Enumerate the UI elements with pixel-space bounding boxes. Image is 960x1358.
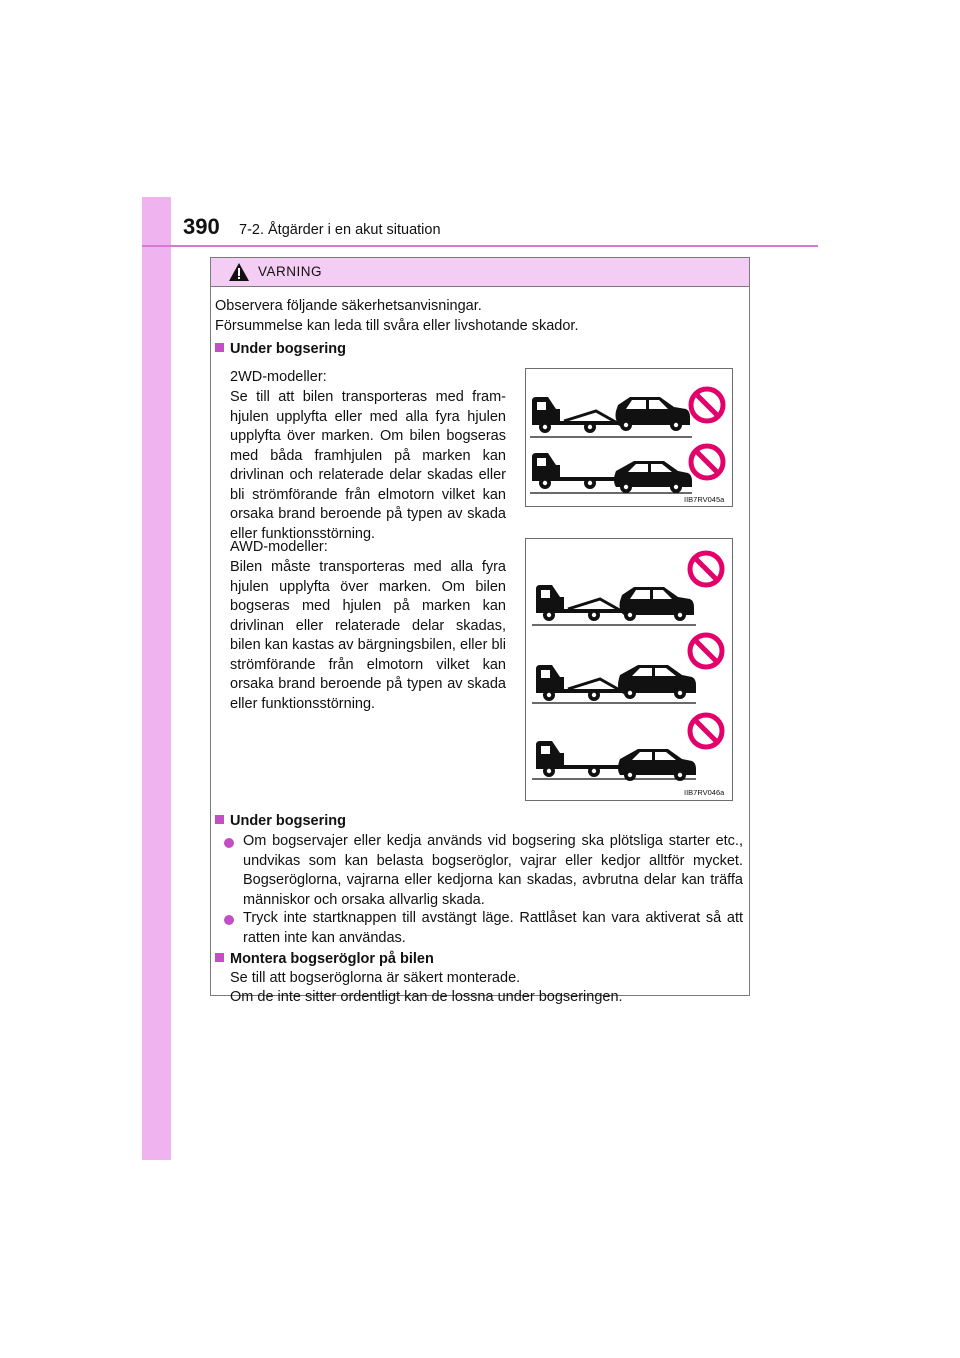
prohibition-icon	[691, 446, 723, 478]
mount-line-2: Om de inte sitter ordentligt kan de lossna under bogseringen.	[230, 989, 623, 1005]
prohibition-icon	[690, 715, 722, 747]
towing-illustration-2wd	[526, 369, 732, 506]
car-icon	[618, 665, 696, 699]
figure-code: IIB7RV045a	[684, 495, 725, 504]
intro-line-1: Observera följande säkerhetsanvisningar.	[215, 298, 482, 314]
figure-2wd	[525, 368, 733, 507]
square-bullet-icon	[215, 953, 224, 962]
warning-header	[211, 258, 749, 287]
square-bullet-icon	[215, 815, 224, 824]
section-heading-mount-eyelets: Montera bogseröglor på bilen	[215, 950, 434, 969]
text-2wd: Se till att bilen transporteras med fram-hjulen upplyfta eller med alla fyra hjulen upplyfta över marken. Om bilen bogseras med båda framhjulen på marken kan drivlinan och relaterade delar skadas eller bli strömförande från elmotorn vilket kan orsaka brand beroende på typen av skada eller funktionsstörning.	[230, 389, 506, 542]
tow-truck-icon	[536, 665, 632, 701]
label-2wd: 2WD-modeller:	[230, 369, 327, 385]
figure-awd	[525, 538, 733, 801]
tow-truck-icon	[536, 585, 632, 621]
warning-title: VARNING	[258, 264, 323, 279]
bullet-tow-cable: Om bogservajer eller kedja används vid bogsering ska plötsliga starter etc., undvikas som kan belasta bogseröglor, vajrar eller kedjor alltför mycket. Bogseröglorna, vajrarna eller kedjorna kan skadas, avbrutna delar kan träffa människor och orsaka allvarlig skada.	[243, 833, 743, 908]
circle-bullet-icon	[224, 838, 234, 848]
square-bullet-icon	[215, 343, 224, 352]
car-icon	[620, 587, 695, 621]
towing-illustration-awd	[526, 539, 732, 800]
text-awd: Bilen måste transporteras med alla fyra hjulen upplyfta över marken. Om bilen bogseras med hjulen på marken kan drivlinan eller relaterade delar skadas, bilen kan kastas av bärgningsbilen, eller bli strömförande från elmotorn vilket kan orsaka brand beroende på typen av skada eller funktionsstörning.	[230, 559, 506, 712]
tow-truck-icon	[536, 741, 624, 777]
circle-bullet-icon	[224, 915, 234, 925]
car-icon	[614, 461, 692, 493]
prohibition-icon	[691, 389, 723, 421]
tow-truck-icon	[532, 453, 620, 489]
figure-code: IIB7RV046a	[684, 788, 725, 797]
car-icon	[618, 749, 696, 781]
side-tab-strip	[142, 197, 171, 1160]
section-title: 7-2. Åtgärder i en akut situation	[239, 222, 441, 238]
label-awd: AWD-modeller:	[230, 539, 328, 555]
section-heading-towing: Under bogsering	[215, 340, 346, 359]
car-icon	[616, 397, 691, 431]
mount-line-1: Se till att bogseröglorna är säkert monterade.	[230, 970, 521, 986]
tow-truck-icon	[532, 397, 628, 433]
warning-triangle-icon	[228, 262, 250, 282]
prohibition-icon	[690, 553, 722, 585]
header-rule	[142, 245, 818, 247]
page-number: 390	[183, 214, 220, 239]
bullet-start-button: Tryck inte startknappen till avstängt läge. Rattlåset kan vara aktiverat så att ratten inte kan användas.	[243, 910, 743, 946]
intro-line-2: Försummelse kan leda till svåra eller livshotande skador.	[215, 318, 579, 334]
prohibition-icon	[690, 635, 722, 667]
section-heading-during-towing: Under bogsering	[215, 812, 346, 831]
